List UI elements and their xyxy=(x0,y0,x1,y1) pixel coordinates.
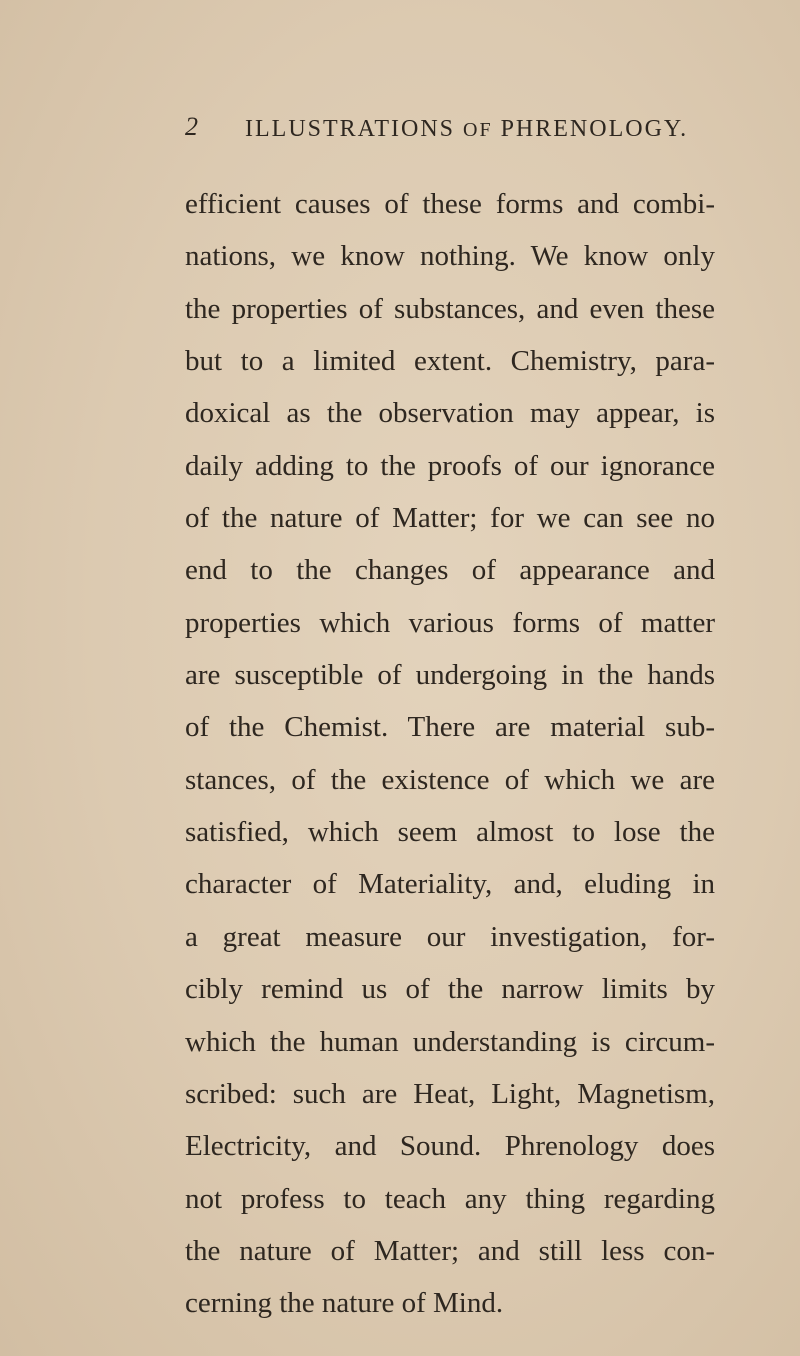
body-text xyxy=(185,178,715,1330)
text-line: the properties of substances, and even these xyxy=(185,292,715,325)
text-line: character of Materiality, and, eluding in xyxy=(185,868,715,901)
text-line: satisfied, which seem almost to lose the xyxy=(185,816,715,849)
text-line: are susceptible of undergoing in the hands xyxy=(185,659,715,692)
text-line: not profess to teach any thing regarding xyxy=(185,1182,715,1215)
text-line: a great measure our investigation, for- xyxy=(185,920,715,953)
text-line: properties which various forms of matter xyxy=(185,606,715,639)
running-title-part: PHRENOLOGY. xyxy=(500,116,689,142)
running-title-part: OF xyxy=(463,119,493,141)
text-line: end to the changes of appearance and xyxy=(185,554,715,587)
running-title xyxy=(245,116,688,143)
text-line: of the nature of Matter; for we can see no xyxy=(185,502,715,535)
text-line: efficient causes of these forms and combi- xyxy=(185,188,715,220)
text-line: scribed: such are Heat, Light, Magnetism, xyxy=(185,1077,715,1110)
text-line: but to a limited extent. Chemistry, para- xyxy=(185,345,715,378)
text-line: of the Chemist. There are material sub- xyxy=(185,711,715,744)
text-line: doxical as the observation may appear, is xyxy=(185,397,715,430)
text-line: daily adding to the proofs of our ignorance xyxy=(185,449,715,482)
running-header xyxy=(185,112,725,152)
text-line: cibly remind us of the narrow limits by xyxy=(185,973,715,1006)
text-line: nations, we know nothing. We know only xyxy=(185,240,715,273)
page-number: 2 xyxy=(185,112,198,141)
text-line: which the human understanding is circum- xyxy=(185,1025,715,1058)
running-title-part: ILLUSTRATIONS xyxy=(245,116,455,142)
text-line: stances, of the existence of which we are xyxy=(185,763,715,796)
text-line: the nature of Matter; and still less con- xyxy=(185,1234,715,1267)
text-line: Electricity, and Sound. Phrenology does xyxy=(185,1130,715,1163)
text-line: cerning the nature of Mind. xyxy=(185,1287,504,1320)
